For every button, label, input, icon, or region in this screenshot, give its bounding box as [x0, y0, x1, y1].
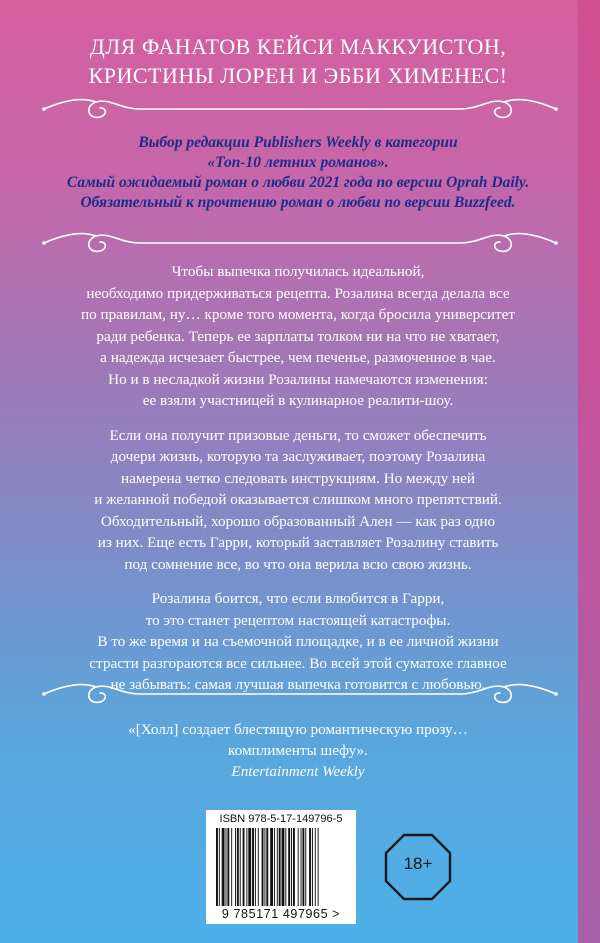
praise-block [18, 133, 578, 213]
barcode-bar [285, 828, 286, 906]
barcode-bar [227, 828, 229, 906]
barcode-bar [216, 828, 218, 906]
synopsis-line: то это станет рецептом настоящей катастрофы. [145, 611, 451, 629]
barcode-bar [274, 828, 275, 906]
synopsis [18, 261, 578, 709]
synopsis-line: Если она получит призовые деньги, то сможет обеспечить [109, 426, 487, 444]
synopsis-paragraph [18, 261, 578, 412]
synopsis-line: из них. Еще есть Гарри, который заставляет Розалину ставить [97, 534, 499, 551]
barcode-bar [282, 828, 285, 906]
barcode-bar [219, 828, 220, 906]
heading-line: КРИСТИНЫ ЛОРЕН И ЭББИ ХИМЕНЕС! [88, 63, 508, 88]
age-rating-badge [383, 832, 453, 902]
ornament-divider-top [30, 94, 570, 124]
ornament-divider-middle [30, 228, 570, 258]
synopsis-line: ради ребенка. Теперь ее зарплаты толком ни на что не хватает, [96, 327, 500, 345]
barcode-digits: 9 785171 497965 > [221, 907, 341, 921]
quote-line: «[Холл] создает блестящую романтическую прозу… [128, 721, 468, 738]
synopsis-line: Розалина боится, что если влюбится в Гарри, [151, 590, 445, 607]
synopsis-line: страсти разгораются все сильнее. Во всей этой суматохе главное [89, 654, 507, 672]
barcode-bar [270, 828, 273, 906]
barcode-bar [246, 828, 247, 906]
barcode-bar [266, 828, 268, 906]
barcode-bar [252, 828, 254, 906]
barcode-bar [264, 828, 265, 906]
barcode-bar [312, 828, 313, 906]
barcode-bar [240, 828, 241, 906]
barcode-bar [222, 828, 225, 906]
barcode-bar [258, 828, 259, 906]
flourish-icon [30, 94, 570, 124]
synopsis-line: В то же время и на съемочной площадке, и в ее личной жизни [97, 633, 499, 650]
press-quote [18, 719, 578, 782]
synopsis-line: по правилам, ну… кроме того момента, когда бросила университет [80, 306, 516, 323]
synopsis-line: и желанной победой оказывается слишком много препятствий. [94, 491, 502, 508]
ornament-divider-bottom [30, 679, 570, 709]
praise-line: Обязательный к прочтению роман о любви по версии Buzzfeed. [80, 194, 516, 211]
praise-line: Самый ожидаемый роман о любви 2021 года по версии Oprah Daily. [66, 174, 530, 191]
barcode-bar [291, 828, 292, 906]
synopsis-line: Чтобы выпечка получилась идеальной, [171, 263, 425, 280]
barcode-bar [255, 828, 256, 906]
barcode-bar [301, 828, 302, 906]
synopsis-line: необходимо придерживаться рецепта. Розалина всегда делала все [86, 284, 510, 302]
barcode-bar [309, 828, 311, 906]
synopsis-line: а надежда исчезает быстрее, чем печенье, размоченное в чае. [100, 349, 496, 366]
barcode-bar [315, 828, 316, 906]
quote-line: комплименты шефу». [228, 742, 368, 759]
synopsis-line: не забывать: самая лучшая выпечка готовится с любовью. [110, 676, 486, 693]
barcode-bar [243, 828, 245, 906]
barcode-bar [237, 828, 239, 906]
barcode-bar [235, 828, 236, 906]
barcode-bar [262, 828, 264, 906]
barcode-bar [231, 828, 232, 906]
synopsis-line: ее взяли участницей в кулинарное реалити-шоу. [142, 392, 454, 409]
barcode-bar [302, 828, 304, 906]
barcode-bar [305, 828, 306, 906]
barcode-bar [298, 828, 299, 906]
isbn-label: ISBN 978-5-17-149796-5 [219, 813, 343, 825]
barcode-bar [277, 828, 278, 906]
isbn-barcode [206, 810, 356, 924]
barcode-bar [318, 828, 319, 906]
book-spine-edge [578, 0, 600, 943]
quote-source: Entertainment Weekly [231, 763, 365, 780]
barcode-icon [216, 828, 348, 906]
synopsis-line: Но и в несладкой жизни Розалины намечаются изменения: [108, 370, 488, 388]
flourish-icon [30, 679, 570, 709]
barcode-bar [226, 828, 227, 906]
barcode-bar [279, 828, 281, 906]
flourish-icon [30, 228, 570, 258]
synopsis-line: намерена четко следовать инструкциям. Но между ней [120, 469, 476, 487]
cover-heading [18, 32, 578, 90]
synopsis-paragraph [18, 425, 578, 576]
heading-line: ДЛЯ ФАНАТОВ КЕЙСИ МАККУИСТОН, [89, 34, 507, 59]
synopsis-line: под сомнение все, во что она верила всю свою жизнь. [124, 555, 472, 573]
synopsis-line: дочери жизнь, которую та заслуживает, поэтому Розалина [110, 448, 486, 465]
praise-line: «Топ-10 летних романов». [207, 154, 389, 171]
barcode-bar [293, 828, 295, 906]
age-rating: 18+ [403, 854, 433, 873]
synopsis-line: Обходительный, хорошо образованный Ален — как раз одно [100, 512, 496, 530]
barcode-bar [248, 828, 251, 906]
barcode-bar [288, 828, 290, 906]
praise-line: Выбор редакции Publishers Weekly в категории [138, 134, 458, 151]
